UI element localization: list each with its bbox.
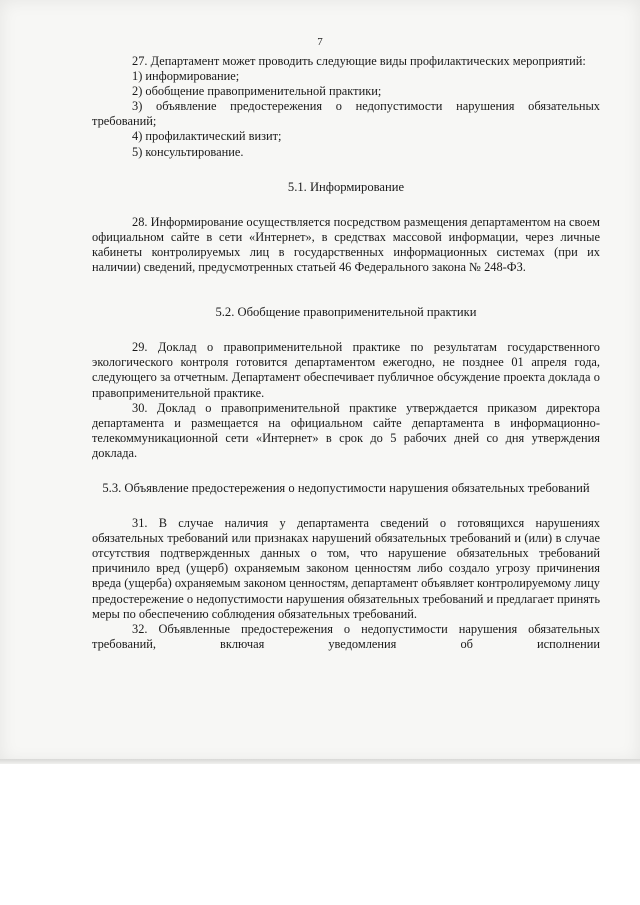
measure-item: 1) информирование; [132, 69, 240, 84]
paragraph-28: 28. Информирование осуществляется посредством размещения департаментом на своем официальном сайте в сети «Интернет», в средствах массовой информации, через личные кабинеты контролируемых лиц в государственных информационных системах (при их наличии) сведений, предусмотренных статьей 46 Федерального закона № 248-ФЗ. [92, 214, 600, 275]
measure-item: 3) объявление предостережения о недопустимости нарушения обязательных требований; [92, 99, 600, 129]
section-heading-5-2: 5.2. Обобщение правоприменительной практики [215, 305, 477, 320]
document-body [92, 54, 600, 652]
paragraph-32: 32. Объявленные предостережения о недопустимости нарушения обязательных требований, включая уведомления об исполнении [92, 621, 600, 651]
paragraph-31: 31. В случае наличия у департамента сведений о готовящихся нарушениях обязательных требований или признаках нарушений обязательных требований и (или) в случае отсутствия подтвержденных данных о том, что нарушение обязательных требований причинило вред (ущерб) охраняемым законом ценностям либо создало угрозу причинения вреда (ущерба) охраняемым законом ценностям, департамент объявляет контролируемому лицу предостережение о недопустимости нарушения обязательных требований и предлагает принять меры по обеспечению соблюдения обязательных требований. [92, 516, 600, 621]
section-heading-5-3: 5.3. Объявление предостережения о недопустимости нарушения обязательных требований [102, 480, 590, 495]
measure-item: 2) обобщение правоприменительной практики; [132, 84, 382, 99]
section-heading-5-1: 5.1. Информирование [287, 179, 405, 194]
page-number: 7 [317, 36, 323, 48]
measure-item: 4) профилактический визит; [132, 129, 282, 144]
measure-item: 5) консультирование. [132, 144, 244, 159]
paragraph-30: 30. Доклад о правоприменительной практике утверждается приказом директора департамента и размещается на официальном сайте департамента в информационно-телекоммуникационной сети «Интернет» в срок до 5 рабочих дней со дня утверждения доклада. [92, 400, 600, 460]
scan-edge [0, 759, 640, 764]
paragraph-27: 27. Департамент может проводить следующие виды профилактических мероприятий: [132, 54, 586, 68]
paragraph-29: 29. Доклад о правоприменительной практике по результатам государственного экологического контроля готовится департаментом ежегодно, не позднее 01 апреля года, следующего за отчетным. Департамент обеспечивает публичное обсуждение проекта доклада о правоприменительной практике. [92, 340, 600, 400]
